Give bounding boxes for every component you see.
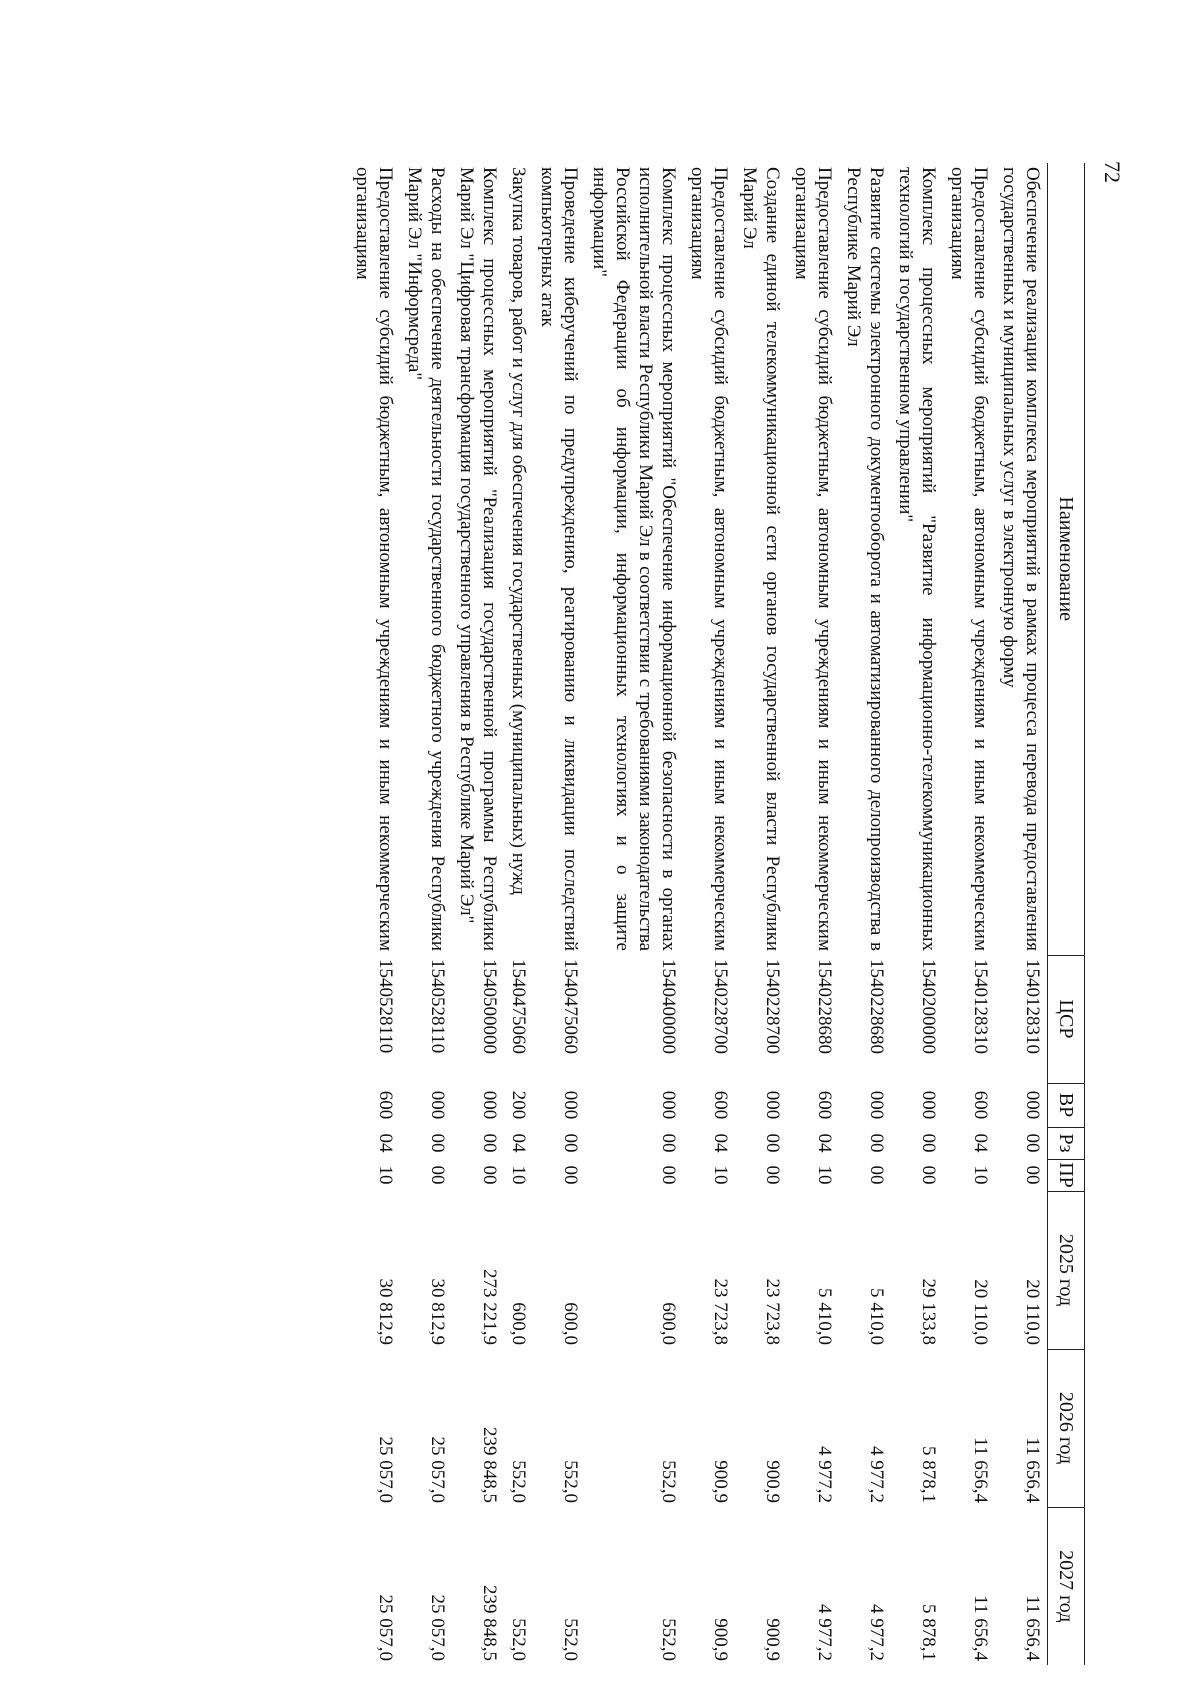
row-2025: 5 410,0 bbox=[814, 1288, 835, 1345]
row-2025: 20 110,0 bbox=[970, 1279, 991, 1345]
row-rz: 00 bbox=[427, 1133, 448, 1153]
row-pr: 00 bbox=[866, 1165, 887, 1185]
row-2026: 900,9 bbox=[710, 1460, 731, 1503]
row-pr: 10 bbox=[710, 1165, 731, 1185]
table-header bbox=[1048, 163, 1085, 1665]
row-csr: 1540528110 bbox=[375, 959, 396, 1054]
row-name: Обеспечение реализации комплекса мероприятий в рамках процесса перевода предоставления государственных и муниципальных услуг в электронную форму bbox=[999, 167, 1043, 951]
table-row bbox=[683, 163, 735, 1665]
row-pr: 00 bbox=[479, 1165, 500, 1185]
row-vr: 600 bbox=[814, 1090, 835, 1120]
row-2025: 600,0 bbox=[560, 1302, 581, 1345]
row-name: Предоставление субсидий бюджетным, автономным учреждениям и иным некоммерческим организациям bbox=[687, 167, 731, 951]
table-row bbox=[943, 163, 995, 1665]
row-pr: 10 bbox=[375, 1165, 396, 1185]
row-2025: 20 110,0 bbox=[1022, 1279, 1043, 1345]
row-vr: 000 bbox=[479, 1090, 500, 1120]
row-2026: 5 878,1 bbox=[918, 1446, 939, 1503]
row-vr: 000 bbox=[866, 1090, 887, 1120]
table-row bbox=[400, 163, 452, 1665]
row-vr: 000 bbox=[918, 1090, 939, 1120]
row-2026: 11 656,4 bbox=[1022, 1437, 1043, 1503]
page-number: 72 bbox=[1100, 161, 1125, 183]
row-2027: 11 656,4 bbox=[970, 1595, 991, 1661]
row-pr: 00 bbox=[762, 1165, 783, 1185]
row-2027: 900,9 bbox=[762, 1618, 783, 1661]
row-vr: 600 bbox=[375, 1090, 396, 1120]
row-2027: 552,0 bbox=[658, 1618, 679, 1661]
row-csr: 1540228700 bbox=[710, 959, 731, 1054]
row-csr: 1540475060 bbox=[560, 959, 581, 1054]
row-rz: 00 bbox=[479, 1133, 500, 1153]
row-csr: 1540228680 bbox=[866, 959, 887, 1054]
row-2025: 23 723,8 bbox=[710, 1278, 731, 1345]
row-rz: 00 bbox=[1022, 1133, 1043, 1153]
row-2027: 239 848,5 bbox=[479, 1585, 500, 1661]
row-2026: 25 057,0 bbox=[375, 1436, 396, 1503]
table-row bbox=[504, 163, 533, 1665]
row-2026: 900,9 bbox=[762, 1460, 783, 1503]
row-pr: 00 bbox=[658, 1165, 679, 1185]
row-name: Расходы на обеспечение деятельности государственного бюджетного учреждения Республики Марий Эл "Информсреда" bbox=[404, 167, 448, 951]
row-csr: 1540128310 bbox=[970, 959, 991, 1054]
row-2026: 4 977,2 bbox=[814, 1446, 835, 1503]
table-row bbox=[839, 163, 891, 1665]
row-2025: 5 410,0 bbox=[866, 1288, 887, 1345]
table-row bbox=[348, 163, 400, 1665]
table-row bbox=[452, 163, 504, 1665]
row-pr: 00 bbox=[560, 1165, 581, 1185]
header-name: Наименование bbox=[1048, 163, 1085, 955]
row-2027: 552,0 bbox=[508, 1618, 529, 1661]
row-csr: 1540128310 bbox=[1022, 959, 1043, 1054]
row-2027: 4 977,2 bbox=[814, 1604, 835, 1661]
row-2026: 11 656,4 bbox=[970, 1437, 991, 1503]
table-row bbox=[735, 163, 787, 1665]
row-rz: 04 bbox=[814, 1133, 835, 1153]
row-vr: 000 bbox=[560, 1090, 581, 1120]
row-2025: 600,0 bbox=[658, 1302, 679, 1345]
row-name: Проведение киберучений по предупреждению, реагированию и ликвидации последствий компьютерных атак bbox=[537, 167, 581, 951]
header-2026: 2026 год bbox=[1048, 1349, 1085, 1507]
header-pr: ПР bbox=[1048, 1159, 1085, 1191]
table-body bbox=[348, 163, 1048, 1665]
row-rz: 04 bbox=[970, 1133, 991, 1153]
row-2027: 900,9 bbox=[710, 1618, 731, 1661]
row-pr: 10 bbox=[814, 1165, 835, 1185]
row-name: Комплекс процессных мероприятий "Реализация государственной программы Республики Марий Эл "Цифровая трансформация государственного управления в Республике Марий Эл" bbox=[456, 167, 500, 951]
row-rz: 00 bbox=[560, 1133, 581, 1153]
row-csr: 1540500000 bbox=[479, 959, 500, 1054]
row-csr: 1540228700 bbox=[762, 959, 783, 1054]
row-rz: 04 bbox=[508, 1133, 529, 1153]
row-2027: 5 878,1 bbox=[918, 1604, 939, 1661]
rotated-table-container bbox=[173, 163, 1085, 1663]
budget-table bbox=[348, 163, 1085, 1665]
row-vr: 000 bbox=[1022, 1090, 1043, 1120]
row-pr: 10 bbox=[970, 1165, 991, 1185]
row-2027: 11 656,4 bbox=[1022, 1595, 1043, 1661]
row-rz: 00 bbox=[762, 1133, 783, 1153]
header-rz: Рз bbox=[1048, 1127, 1085, 1159]
table-row bbox=[787, 163, 839, 1665]
row-name: Комплекс процессных мероприятий "Развитие информационно-телекоммуникационных технологий в государственном управлении" bbox=[895, 167, 939, 951]
table-row bbox=[995, 163, 1048, 1665]
row-2025: 30 812,9 bbox=[427, 1278, 448, 1345]
row-csr: 1540400000 bbox=[658, 959, 679, 1054]
row-rz: 00 bbox=[918, 1133, 939, 1153]
row-csr: 1540528110 bbox=[427, 959, 448, 1054]
row-2026: 4 977,2 bbox=[866, 1446, 887, 1503]
row-vr: 200 bbox=[508, 1090, 529, 1120]
row-2025: 30 812,9 bbox=[375, 1278, 396, 1345]
row-2027: 25 057,0 bbox=[427, 1594, 448, 1661]
row-pr: 00 bbox=[427, 1165, 448, 1185]
row-2026: 25 057,0 bbox=[427, 1436, 448, 1503]
row-rz: 04 bbox=[710, 1133, 731, 1153]
row-2025: 23 723,8 bbox=[762, 1278, 783, 1345]
row-vr: 600 bbox=[710, 1090, 731, 1120]
row-name: Комплекс процессных мероприятий "Обеспечение информационной безопасности в органах исполнительной власти Республики Марий Эл в соответствии с требованиями законодательства Российской Федерации об информации, информационных технологиях и о защите информации" bbox=[589, 167, 679, 951]
row-rz: 04 bbox=[375, 1133, 396, 1153]
row-name: Закупка товаров, работ и услуг для обеспечения государственных (муниципальных) нужд bbox=[508, 167, 529, 895]
row-name: Развитие системы электронного документооборота и автоматизированного делопроизводства в Республике Марий Эл bbox=[843, 167, 887, 951]
row-2026: 239 848,5 bbox=[479, 1427, 500, 1503]
row-vr: 600 bbox=[970, 1090, 991, 1120]
row-pr: 00 bbox=[1022, 1165, 1043, 1185]
row-name: Предоставление субсидий бюджетным, автономным учреждениям и иным некоммерческим организациям bbox=[791, 167, 835, 951]
row-2026: 552,0 bbox=[560, 1460, 581, 1503]
row-name: Предоставление субсидий бюджетным, автономным учреждениям и иным некоммерческим организациям bbox=[352, 167, 396, 951]
row-name: Предоставление субсидий бюджетным, автономным учреждениям и иным некоммерческим организациям bbox=[947, 167, 991, 951]
header-2025: 2025 год bbox=[1048, 1191, 1085, 1349]
table-row bbox=[585, 163, 683, 1665]
row-2026: 552,0 bbox=[508, 1460, 529, 1503]
row-2027: 552,0 bbox=[560, 1618, 581, 1661]
row-csr: 1540228680 bbox=[814, 959, 835, 1054]
table-row bbox=[533, 163, 585, 1665]
row-csr: 1540200000 bbox=[918, 959, 939, 1054]
header-csr: ЦСР bbox=[1048, 955, 1085, 1083]
row-pr: 10 bbox=[508, 1165, 529, 1185]
row-2026: 552,0 bbox=[658, 1460, 679, 1503]
row-vr: 000 bbox=[762, 1090, 783, 1120]
row-pr: 00 bbox=[918, 1165, 939, 1185]
row-rz: 00 bbox=[866, 1133, 887, 1153]
row-vr: 000 bbox=[427, 1090, 448, 1120]
row-2025: 600,0 bbox=[508, 1302, 529, 1345]
row-2025: 273 221,9 bbox=[479, 1269, 500, 1345]
header-vr: ВР bbox=[1048, 1083, 1085, 1127]
row-2025: 29 133,8 bbox=[918, 1278, 939, 1345]
table-row bbox=[891, 163, 943, 1665]
row-vr: 000 bbox=[658, 1090, 679, 1120]
row-2027: 25 057,0 bbox=[375, 1594, 396, 1661]
row-rz: 00 bbox=[658, 1133, 679, 1153]
row-csr: 1540475060 bbox=[508, 959, 529, 1054]
row-2027: 4 977,2 bbox=[866, 1604, 887, 1661]
header-2027: 2027 год bbox=[1048, 1507, 1085, 1665]
row-name: Создание единой телекоммуникационной сети органов государственной власти Республики Марий Эл bbox=[739, 167, 783, 951]
